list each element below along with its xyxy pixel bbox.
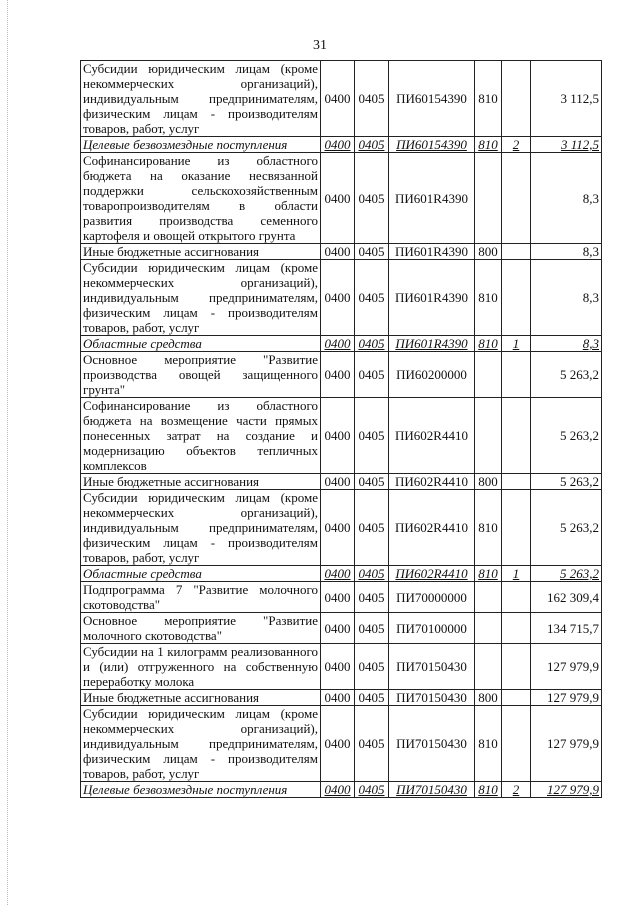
section-code-cell: 0400 (321, 336, 355, 352)
expense-type-code-cell: 800 (475, 690, 502, 706)
target-article-code-cell: ПИ602R4410 (389, 398, 475, 474)
amount-cell: 127 979,9 (531, 706, 602, 782)
table-row (81, 690, 602, 706)
expense-type-code-cell: 810 (475, 490, 502, 566)
funding-source-code-cell (502, 244, 531, 260)
section-code-cell: 0400 (321, 490, 355, 566)
funding-source-code-cell (502, 644, 531, 690)
subsection-code-cell: 0405 (355, 61, 389, 137)
funding-source-code-cell: 2 (502, 137, 531, 153)
section-code-cell: 0400 (321, 706, 355, 782)
target-article-code-cell: ПИ70150430 (389, 706, 475, 782)
subsection-code-cell: 0405 (355, 490, 389, 566)
amount-cell: 8,3 (531, 153, 602, 244)
amount-cell: 5 263,2 (531, 490, 602, 566)
section-code-cell: 0400 (321, 260, 355, 336)
expense-type-code-cell (475, 582, 502, 613)
funding-source-code-cell (502, 690, 531, 706)
item-name-cell: Субсидии юридическим лицам (кроме некоммерческих организаций), индивидуальным предпринимателям, физическим лицам - производителям товаров, работ, услуг (81, 61, 321, 137)
section-code-cell: 0400 (321, 61, 355, 137)
target-article-code-cell: ПИ70150430 (389, 690, 475, 706)
table-row (81, 582, 602, 613)
item-name-cell: Иные бюджетные ассигнования (81, 474, 321, 490)
funding-source-code-cell (502, 490, 531, 566)
funding-source-code-cell (502, 706, 531, 782)
subsection-code-cell: 0405 (355, 566, 389, 582)
section-code-cell: 0400 (321, 474, 355, 490)
section-code-cell: 0400 (321, 352, 355, 398)
expense-type-code-cell: 810 (475, 260, 502, 336)
target-article-code-cell: ПИ70150430 (389, 782, 475, 798)
target-article-code-cell: ПИ601R4390 (389, 153, 475, 244)
table-row (81, 260, 602, 336)
budget-table (80, 60, 602, 798)
section-code-cell: 0400 (321, 644, 355, 690)
expense-type-code-cell (475, 398, 502, 474)
item-name-cell: Субсидии на 1 килограмм реализованного и (или) отгруженного на собственную переработку молока (81, 644, 321, 690)
item-name-cell: Софинансирование из областного бюджета на оказание несвязанной поддержки сельскохозяйственным товаропроизводителям в области развития производства семенного картофеля и овощей открытого грунта (81, 153, 321, 244)
subsection-code-cell: 0405 (355, 336, 389, 352)
table-row (81, 244, 602, 260)
target-article-code-cell: ПИ60154390 (389, 137, 475, 153)
item-name-cell: Подпрограмма 7 "Развитие молочного скотоводства" (81, 582, 321, 613)
funding-source-code-cell (502, 153, 531, 244)
table-row (81, 153, 602, 244)
table-row (81, 782, 602, 798)
table-row (81, 490, 602, 566)
item-name-cell: Целевые безвозмездные поступления (81, 137, 321, 153)
section-code-cell: 0400 (321, 153, 355, 244)
subsection-code-cell: 0405 (355, 153, 389, 244)
amount-cell: 5 263,2 (531, 352, 602, 398)
target-article-code-cell: ПИ70100000 (389, 613, 475, 644)
section-code-cell: 0400 (321, 566, 355, 582)
expense-type-code-cell: 800 (475, 474, 502, 490)
table-body (81, 61, 602, 798)
section-code-cell: 0400 (321, 398, 355, 474)
section-code-cell: 0400 (321, 137, 355, 153)
amount-cell: 8,3 (531, 336, 602, 352)
amount-cell: 5 263,2 (531, 474, 602, 490)
subsection-code-cell: 0405 (355, 690, 389, 706)
table-row (81, 474, 602, 490)
expense-type-code-cell (475, 153, 502, 244)
expense-type-code-cell: 800 (475, 244, 502, 260)
table-row (81, 352, 602, 398)
section-code-cell: 0400 (321, 613, 355, 644)
target-article-code-cell: ПИ60154390 (389, 61, 475, 137)
amount-cell: 127 979,9 (531, 644, 602, 690)
page-number: 31 (313, 38, 327, 53)
item-name-cell: Субсидии юридическим лицам (кроме некоммерческих организаций), индивидуальным предпринимателям, физическим лицам - производителям товаров, работ, услуг (81, 260, 321, 336)
amount-cell: 8,3 (531, 244, 602, 260)
subsection-code-cell: 0405 (355, 782, 389, 798)
target-article-code-cell: ПИ602R4410 (389, 474, 475, 490)
section-code-cell: 0400 (321, 244, 355, 260)
funding-source-code-cell: 1 (502, 336, 531, 352)
amount-cell: 134 715,7 (531, 613, 602, 644)
page-edge-line (7, 0, 9, 905)
target-article-code-cell: ПИ602R4410 (389, 490, 475, 566)
funding-source-code-cell (502, 474, 531, 490)
funding-source-code-cell (502, 398, 531, 474)
target-article-code-cell: ПИ70150430 (389, 644, 475, 690)
item-name-cell: Субсидии юридическим лицам (кроме некоммерческих организаций), индивидуальным предпринимателям, физическим лицам - производителям товаров, работ, услуг (81, 706, 321, 782)
table-row (81, 706, 602, 782)
target-article-code-cell: ПИ601R4390 (389, 244, 475, 260)
funding-source-code-cell (502, 260, 531, 336)
amount-cell: 127 979,9 (531, 782, 602, 798)
target-article-code-cell: ПИ70000000 (389, 582, 475, 613)
subsection-code-cell: 0405 (355, 352, 389, 398)
table-row (81, 613, 602, 644)
subsection-code-cell: 0405 (355, 137, 389, 153)
funding-source-code-cell (502, 613, 531, 644)
table-row (81, 336, 602, 352)
item-name-cell: Областные средства (81, 566, 321, 582)
target-article-code-cell: ПИ602R4410 (389, 566, 475, 582)
expense-type-code-cell (475, 352, 502, 398)
item-name-cell: Целевые безвозмездные поступления (81, 782, 321, 798)
table-row (81, 137, 602, 153)
subsection-code-cell: 0405 (355, 398, 389, 474)
expense-type-code-cell (475, 644, 502, 690)
section-code-cell: 0400 (321, 690, 355, 706)
funding-source-code-cell (502, 61, 531, 137)
item-name-cell: Основное мероприятие "Развитие производства овощей защищенного грунта" (81, 352, 321, 398)
expense-type-code-cell: 810 (475, 782, 502, 798)
funding-source-code-cell: 1 (502, 566, 531, 582)
amount-cell: 162 309,4 (531, 582, 602, 613)
item-name-cell: Иные бюджетные ассигнования (81, 244, 321, 260)
amount-cell: 8,3 (531, 260, 602, 336)
expense-type-code-cell: 810 (475, 566, 502, 582)
section-code-cell: 0400 (321, 582, 355, 613)
target-article-code-cell: ПИ60200000 (389, 352, 475, 398)
section-code-cell: 0400 (321, 782, 355, 798)
subsection-code-cell: 0405 (355, 474, 389, 490)
amount-cell: 5 263,2 (531, 398, 602, 474)
amount-cell: 3 112,5 (531, 61, 602, 137)
item-name-cell: Областные средства (81, 336, 321, 352)
subsection-code-cell: 0405 (355, 244, 389, 260)
table-row (81, 61, 602, 137)
amount-cell: 3 112,5 (531, 137, 602, 153)
expense-type-code-cell (475, 613, 502, 644)
amount-cell: 5 263,2 (531, 566, 602, 582)
subsection-code-cell: 0405 (355, 613, 389, 644)
item-name-cell: Субсидии юридическим лицам (кроме некоммерческих организаций), индивидуальным предпринимателям, физическим лицам - производителям товаров, работ, услуг (81, 490, 321, 566)
funding-source-code-cell: 2 (502, 782, 531, 798)
table-row (81, 398, 602, 474)
item-name-cell: Основное мероприятие "Развитие молочного скотоводства" (81, 613, 321, 644)
table-row (81, 566, 602, 582)
table-row (81, 644, 602, 690)
amount-cell: 127 979,9 (531, 690, 602, 706)
expense-type-code-cell: 810 (475, 706, 502, 782)
funding-source-code-cell (502, 582, 531, 613)
subsection-code-cell: 0405 (355, 706, 389, 782)
funding-source-code-cell (502, 352, 531, 398)
subsection-code-cell: 0405 (355, 644, 389, 690)
subsection-code-cell: 0405 (355, 260, 389, 336)
expense-type-code-cell: 810 (475, 61, 502, 137)
subsection-code-cell: 0405 (355, 582, 389, 613)
item-name-cell: Софинансирование из областного бюджета на возмещение части прямых понесенных затрат на создание и модернизацию объектов тепличных комплексов (81, 398, 321, 474)
item-name-cell: Иные бюджетные ассигнования (81, 690, 321, 706)
expense-type-code-cell: 810 (475, 137, 502, 153)
expense-type-code-cell: 810 (475, 336, 502, 352)
target-article-code-cell: ПИ601R4390 (389, 260, 475, 336)
target-article-code-cell: ПИ601R4390 (389, 336, 475, 352)
